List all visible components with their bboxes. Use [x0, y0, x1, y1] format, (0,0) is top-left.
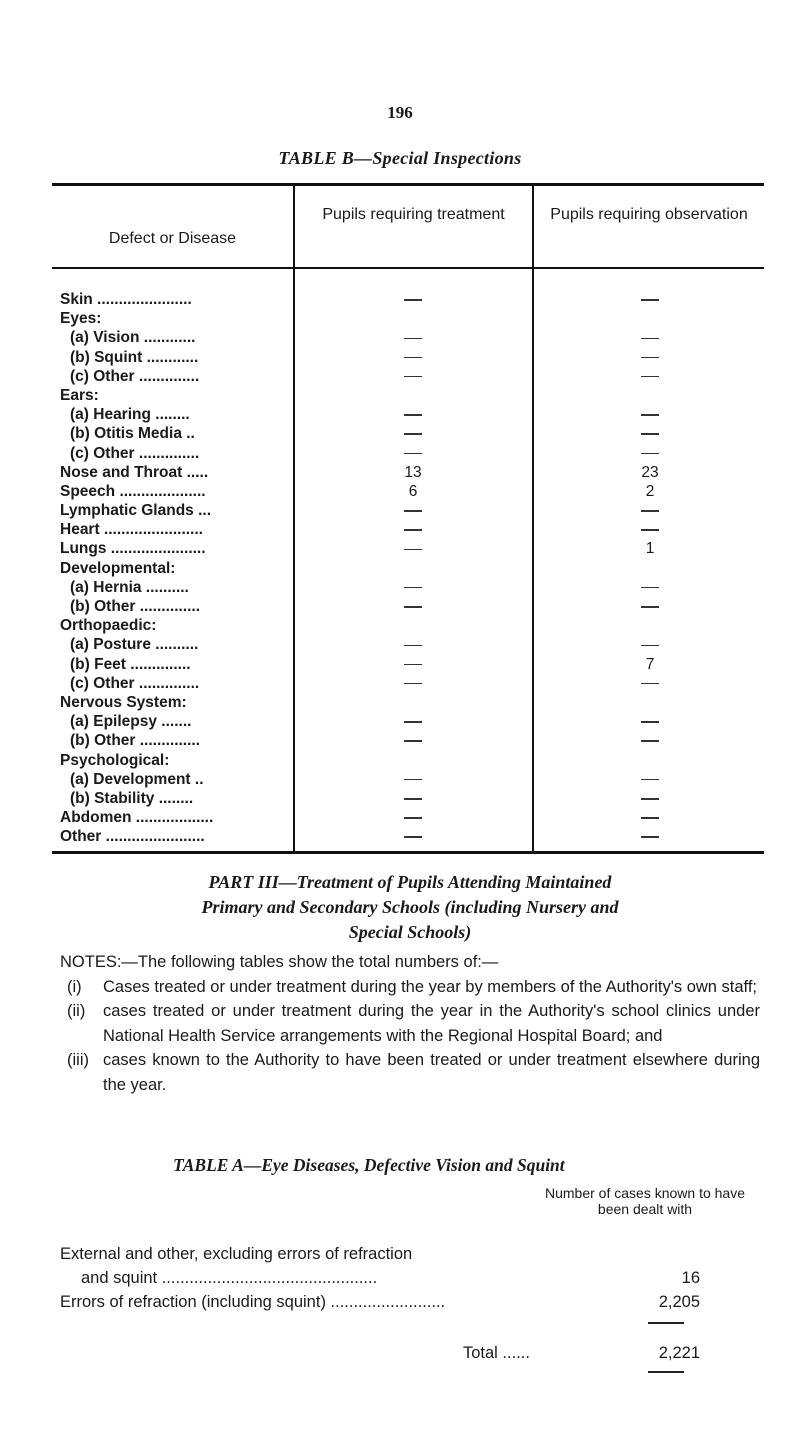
table-a-row-label: Errors of refraction (including squint) .........................: [60, 1293, 446, 1311]
dash-mark: [641, 645, 659, 647]
dash-mark: [404, 587, 422, 589]
note-number: (iii): [67, 1051, 89, 1069]
dash-mark: [404, 836, 422, 838]
observation-cell: [620, 770, 680, 789]
treatment-cell: [383, 539, 443, 558]
row-label: Other .......................: [60, 828, 205, 846]
note-number: (ii): [67, 1002, 86, 1020]
row-label: (c) Other ..............: [70, 444, 200, 462]
table-row: [60, 731, 760, 750]
dash-mark: [404, 549, 422, 551]
dash-mark: [404, 510, 422, 512]
observation-cell: [620, 789, 680, 808]
table-row: [60, 463, 760, 482]
treatment-cell: [383, 655, 443, 674]
dash-mark: [641, 529, 659, 531]
row-label: (b) Otitis Media ..: [70, 425, 195, 443]
header-observation: Pupils requiring observation: [550, 206, 748, 223]
treatment-cell: [383, 827, 443, 846]
dash-mark: [404, 376, 422, 378]
dash-mark: [641, 606, 659, 608]
dash-mark: [641, 299, 659, 301]
row-label: Psychological:: [60, 751, 170, 769]
dash-mark: [641, 836, 659, 838]
table-row: [60, 578, 760, 597]
row-label: Eyes:: [60, 310, 102, 328]
dash-mark: [641, 453, 659, 455]
table-row: [60, 405, 760, 424]
row-label: (a) Vision ............: [70, 329, 196, 347]
table-row: [60, 520, 760, 539]
treatment-cell: [383, 731, 443, 750]
table-row: [60, 559, 760, 578]
treatment-cell: [383, 770, 443, 789]
observation-cell: [620, 520, 680, 539]
table-row: [60, 290, 760, 309]
observation-cell: [620, 290, 680, 309]
observation-cell: 1: [645, 540, 655, 558]
table-row: [60, 444, 760, 463]
table-row: [60, 693, 760, 712]
note-item: [60, 999, 760, 1048]
note-item: [60, 1048, 760, 1097]
table-row: [60, 348, 760, 367]
table-row: [60, 712, 760, 731]
treatment-cell: 6: [408, 482, 418, 500]
part-three-title-line: Special Schools): [348, 922, 472, 942]
dash-mark: [404, 433, 422, 435]
table-row: [60, 655, 760, 674]
treatment-cell: [383, 578, 443, 597]
treatment-cell: [383, 635, 443, 654]
row-label: Nervous System:: [60, 693, 187, 711]
dash-mark: [404, 299, 422, 301]
observation-cell: [620, 635, 680, 654]
note-text: cases treated or under treatment during the year in the Authority's school clinics under National Health Service arrangements with the Regional Hospital Board; and: [103, 1002, 760, 1045]
treatment-cell: [383, 444, 443, 463]
row-label: Skin ......................: [60, 291, 192, 308]
row-label: (c) Other ..............: [70, 367, 200, 385]
table-row: [60, 616, 760, 635]
treatment-cell: [383, 597, 443, 616]
observation-cell: [620, 367, 680, 386]
dash-mark: [641, 817, 659, 819]
table-a-row-label: and squint ...............................................: [81, 1269, 378, 1287]
dash-mark: [404, 357, 422, 359]
observation-cell: [620, 674, 680, 693]
row-label: Speech ....................: [60, 482, 206, 500]
observation-cell: [620, 328, 680, 347]
dash-mark: [641, 510, 659, 512]
part-three-title: [60, 870, 760, 945]
table-row: [60, 770, 760, 789]
treatment-cell: [383, 328, 443, 347]
notes-section: [60, 950, 760, 1097]
dash-mark: [404, 779, 422, 781]
table-row: [60, 674, 760, 693]
dash-mark: [404, 606, 422, 608]
row-label: (b) Other ..............: [70, 598, 201, 615]
dash-mark: [404, 721, 422, 723]
page-number: 196: [387, 103, 413, 122]
dash-mark: [641, 798, 659, 800]
table-b-top-rule: [52, 183, 764, 186]
observation-cell: [620, 731, 680, 750]
observation-cell: 23: [641, 463, 659, 481]
dash-mark: [404, 453, 422, 455]
treatment-cell: [383, 424, 443, 443]
table-row: [60, 808, 760, 827]
table-row: [60, 539, 760, 558]
dash-mark: [641, 376, 659, 378]
table-row: [60, 309, 760, 328]
part-three-title-line: PART III—Treatment of Pupils Attending Maintained: [208, 872, 612, 892]
row-label: Ears:: [60, 386, 99, 404]
row-label: Lungs ......................: [60, 540, 206, 558]
total-label: Total ......: [463, 1344, 530, 1362]
dash-mark: [404, 338, 422, 340]
table-row: [60, 597, 760, 616]
row-label: (a) Posture ..........: [70, 636, 199, 654]
dash-mark: [641, 721, 659, 723]
row-label: (a) Epilepsy .......: [70, 713, 192, 731]
dash-mark: [641, 414, 659, 416]
table-row: [60, 386, 760, 405]
note-number: (i): [67, 977, 82, 996]
row-label: (a) Hernia ..........: [70, 578, 189, 596]
row-label: (a) Development ..: [70, 770, 204, 788]
total-rule: [648, 1371, 684, 1373]
table-a-column-header: Number of cases known to have been dealt with: [545, 1185, 745, 1217]
dash-mark: [641, 338, 659, 340]
treatment-cell: [383, 348, 443, 367]
table-b-bottom-rule: [52, 851, 764, 854]
table-row: [60, 482, 760, 501]
table-row: [60, 501, 760, 520]
row-label: (b) Stability ........: [70, 789, 194, 807]
dash-mark: [641, 740, 659, 742]
dash-mark: [641, 779, 659, 781]
table-b-body: [60, 290, 760, 846]
table-row: [60, 751, 760, 770]
table-b-header-rule: [52, 267, 764, 269]
treatment-cell: [383, 712, 443, 731]
table-row: [60, 789, 760, 808]
observation-cell: [620, 808, 680, 827]
row-label: Developmental:: [60, 559, 176, 577]
observation-cell: [620, 597, 680, 616]
row-label: Abdomen ..................: [60, 809, 214, 827]
observation-cell: [620, 827, 680, 846]
total-value: 2,221: [658, 1344, 700, 1362]
dash-mark: [641, 587, 659, 589]
note-text: Cases treated or under treatment during the year by members of the Authority's own staff;: [103, 977, 758, 996]
dash-mark: [404, 664, 422, 666]
row-label: (b) Squint ............: [70, 348, 199, 366]
observation-cell: 7: [645, 655, 655, 673]
treatment-cell: [383, 367, 443, 386]
row-label: Lymphatic Glands ...: [60, 502, 212, 520]
dash-mark: [641, 357, 659, 359]
observation-cell: [620, 444, 680, 463]
row-label: (a) Hearing ........: [70, 406, 190, 424]
header-treatment: Pupils requiring treatment: [322, 206, 505, 223]
dash-mark: [641, 433, 659, 435]
row-label: Orthopaedic:: [60, 617, 157, 635]
dash-mark: [404, 817, 422, 819]
row-label: (c) Other ..............: [70, 674, 200, 692]
header-defect: Defect or Disease: [108, 230, 237, 247]
part-three-title-line: Primary and Secondary Schools (including Nursery and: [201, 897, 619, 917]
table-row: [60, 328, 760, 347]
observation-cell: [620, 424, 680, 443]
dash-mark: [404, 414, 422, 416]
dash-mark: [641, 683, 659, 685]
row-label: (b) Other ..............: [70, 732, 201, 750]
treatment-cell: [383, 674, 443, 693]
row-label: Nose and Throat .....: [60, 463, 209, 481]
treatment-cell: [383, 520, 443, 539]
treatment-cell: [383, 808, 443, 827]
dash-mark: [404, 645, 422, 647]
table-row: [60, 635, 760, 654]
table-a-row-value: 16: [681, 1269, 700, 1287]
treatment-cell: 13: [404, 463, 422, 481]
observation-cell: [620, 501, 680, 520]
treatment-cell: [383, 501, 443, 520]
table-b-title: TABLE B—Special Inspections: [278, 148, 522, 168]
observation-cell: [620, 712, 680, 731]
treatment-cell: [383, 789, 443, 808]
note-text: cases known to the Authority to have been treated or under treatment elsewhere during the year.: [103, 1051, 760, 1094]
table-row: [60, 424, 760, 443]
note-item: [60, 975, 760, 1000]
table-row: [60, 827, 760, 846]
dash-mark: [404, 529, 422, 531]
observation-cell: [620, 405, 680, 424]
dash-mark: [404, 740, 422, 742]
observation-cell: 2: [645, 482, 655, 500]
table-a-title: TABLE A—Eye Diseases, Defective Vision and Squint: [173, 1155, 565, 1175]
observation-cell: [620, 578, 680, 597]
observation-cell: [620, 348, 680, 367]
treatment-cell: [383, 290, 443, 309]
table-a-row-label: External and other, excluding errors of refraction: [60, 1245, 413, 1263]
row-label: (b) Feet ..............: [70, 655, 191, 673]
notes-intro: NOTES:—The following tables show the total numbers of:—: [60, 953, 499, 971]
total-rule: [648, 1322, 684, 1324]
dash-mark: [404, 683, 422, 685]
treatment-cell: [383, 405, 443, 424]
row-label: Heart .......................: [60, 521, 203, 539]
table-a-row-value: 2,205: [658, 1293, 700, 1311]
dash-mark: [404, 798, 422, 800]
table-row: [60, 367, 760, 386]
